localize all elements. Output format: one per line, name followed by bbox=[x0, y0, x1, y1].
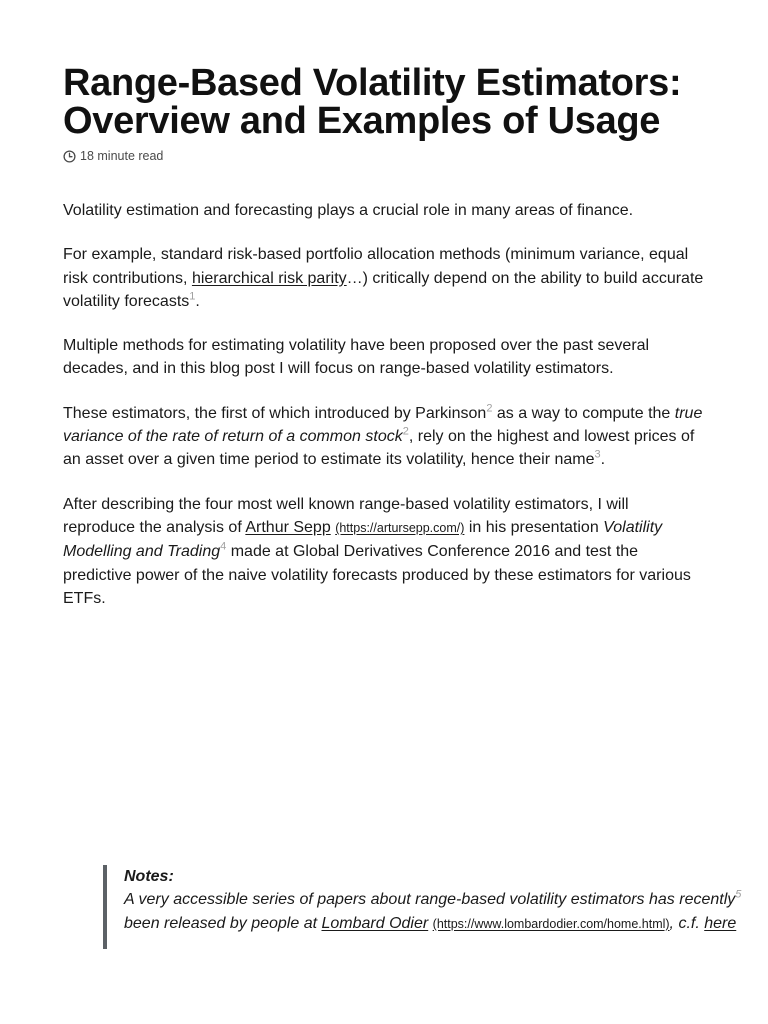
text: . bbox=[600, 451, 606, 469]
page-title: Range-Based Volatility Estimators: Overview and Examples of Usage bbox=[63, 62, 682, 142]
text: been released by people at bbox=[124, 914, 322, 932]
hierarchical-risk-parity-link[interactable]: hierarchical risk parity bbox=[191, 269, 347, 287]
paragraph-intro: Volatility estimation and forecasting plays a crucial role in many areas of finance. bbox=[63, 202, 634, 219]
footnote-ref-5[interactable]: 5 bbox=[735, 888, 742, 901]
read-time bbox=[63, 148, 705, 164]
text: …) critically depend on the ability to build accurate volatility forecasts bbox=[63, 269, 704, 310]
here-link[interactable]: here bbox=[704, 914, 737, 932]
lombard-odier-link[interactable]: Lombard Odier bbox=[321, 914, 429, 932]
footnote-ref-2[interactable]: 2 bbox=[486, 402, 493, 415]
text: A very accessible series of papers about range-based volatility estimators has recently bbox=[124, 891, 736, 909]
text: made at Global Derivatives Conference 2016 and test the predictive power of the naive volatility forecasts produced by these estimators for various ETFs. bbox=[63, 543, 691, 607]
text: These estimators, the first of which introduced by Parkinson bbox=[63, 404, 487, 422]
arthur-sepp-url[interactable]: (https://artursepp.com/) bbox=[335, 520, 465, 535]
paragraph-estimators bbox=[63, 402, 705, 472]
paragraph-plan bbox=[63, 493, 705, 610]
text: . bbox=[195, 292, 200, 310]
text: After describing the four most well known range-based volatility estimators, I will reproduce the analysis of bbox=[63, 495, 629, 536]
footnote-ref-2b[interactable]: 2 bbox=[402, 425, 409, 438]
lombard-odier-url[interactable]: (https://www.lombardodier.com/home.html) bbox=[432, 916, 670, 931]
footnote-ref-1[interactable]: 1 bbox=[189, 290, 196, 303]
clock-icon bbox=[63, 150, 76, 163]
footnote-ref-3[interactable]: 3 bbox=[594, 449, 601, 462]
paragraph-methods: Multiple methods for estimating volatility have been proposed over the past several decades, and in this blog post I will focus on range-based volatility estimators. bbox=[63, 337, 650, 378]
read-time-label: 18 minute read bbox=[80, 149, 164, 163]
text: , c.f. bbox=[669, 914, 705, 932]
text: in his presentation bbox=[464, 518, 604, 536]
text: , rely on the highest and lowest prices of an asset over a given time period to estimate its volatility, hence their name bbox=[63, 428, 695, 469]
article-body bbox=[63, 199, 705, 610]
presentation-title: Volatility Modelling and Trading bbox=[63, 518, 663, 561]
notes-title: Notes: bbox=[124, 868, 174, 885]
notes-blockquote bbox=[103, 865, 764, 949]
footnote-ref-4[interactable]: 4 bbox=[220, 540, 227, 553]
article bbox=[63, 64, 705, 631]
arthur-sepp-link[interactable]: Arthur Sepp bbox=[245, 518, 331, 536]
text: For example, standard risk-based portfolio allocation methods (minimum variance, equal risk contributions, bbox=[63, 246, 689, 287]
text: as a way to compute the bbox=[492, 404, 675, 422]
paragraph-example bbox=[63, 243, 705, 313]
emphasis-quote: true variance of the rate of return of a common stock bbox=[63, 404, 703, 446]
